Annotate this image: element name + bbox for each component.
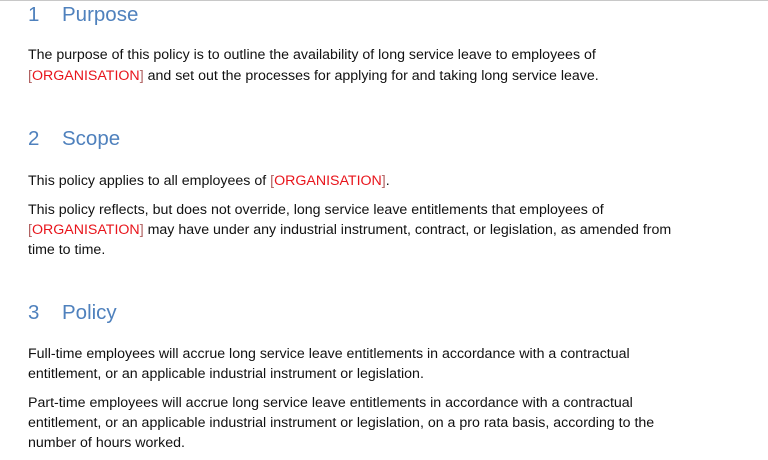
purpose-paragraph-line: [ORGANISATION] and set out the processes for applying for and taking long service leave. xyxy=(28,68,599,84)
heading-policy xyxy=(28,301,117,325)
policy-paragraph-line: number of hours worked. xyxy=(28,435,185,451)
heading-title: Purpose xyxy=(62,3,139,26)
heading-number: 1 xyxy=(28,3,40,26)
purpose-paragraph-line: The purpose of this policy is to outline the availability of long service leave to employees of xyxy=(28,47,596,63)
heading-title: Policy xyxy=(62,301,117,324)
policy-paragraph-line: Part-time employees will accrue long service leave entitlements in accordance with a contractual xyxy=(28,395,633,411)
scope-paragraph-line: time to time. xyxy=(28,242,106,258)
text: This policy applies to all employees of xyxy=(28,173,271,189)
heading-title: Scope xyxy=(62,127,121,150)
heading-purpose xyxy=(28,3,138,27)
scope-paragraph-line: This policy applies to all employees of [ORGANISATION]. xyxy=(28,173,390,189)
text: and set out the processes for applying for and taking long service leave. xyxy=(143,68,599,84)
page-top-border xyxy=(0,0,768,1)
organisation-placeholder: ORGANISATION xyxy=(274,173,382,189)
organisation-placeholder: ORGANISATION xyxy=(31,222,140,238)
policy-paragraph-line: Full-time employees will accrue long service leave entitlements in accordance with a contractual xyxy=(28,346,630,362)
heading-scope xyxy=(28,127,120,151)
policy-paragraph-line: entitlement, or an applicable industrial instrument or legislation, on a pro rata basis, according to the xyxy=(28,415,655,431)
text: . xyxy=(385,173,390,189)
organisation-placeholder: ORGANISATION xyxy=(31,68,140,84)
scope-paragraph-line: [ORGANISATION] may have under any industrial instrument, contract, or legislation, as amended from xyxy=(28,222,672,238)
heading-number: 2 xyxy=(28,127,40,150)
policy-paragraph-line: entitlement, or an applicable industrial instrument or legislation. xyxy=(28,366,424,382)
heading-number: 3 xyxy=(28,301,40,324)
text: may have under any industrial instrument, contract, or legislation, as amended from xyxy=(143,222,672,238)
scope-paragraph-line: This policy reflects, but does not override, long service leave entitlements that employees of xyxy=(28,202,604,218)
